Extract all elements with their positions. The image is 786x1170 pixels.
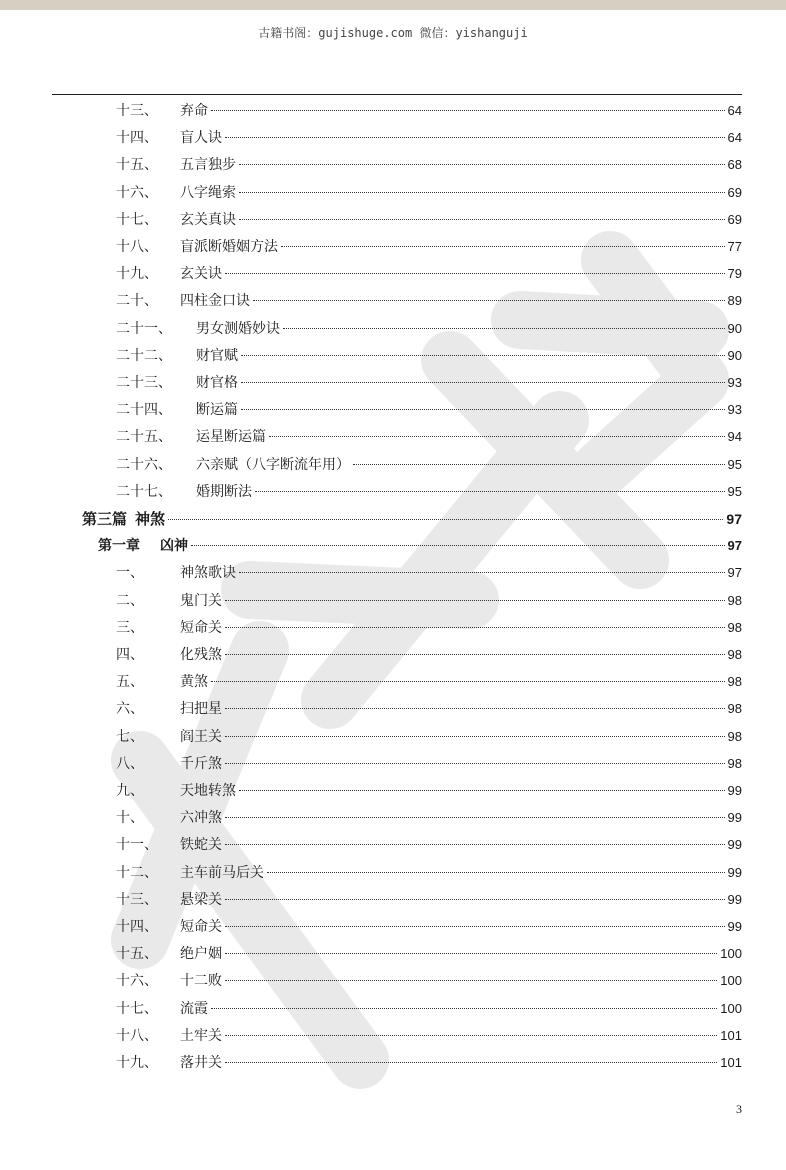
toc-title: 神煞	[135, 510, 166, 528]
toc-title: 千斤煞	[180, 755, 222, 772]
toc-row[interactable]	[116, 98, 742, 124]
toc-title: 铁蛇关	[180, 837, 222, 854]
toc-page-number: 98	[727, 728, 742, 744]
toc-number: 十八、	[116, 239, 158, 255]
toc-number: 二十五、	[116, 429, 172, 446]
toc-title: 短命关	[180, 919, 222, 935]
toc-number: 十五、	[116, 946, 158, 963]
toc-row[interactable]	[116, 370, 742, 396]
toc-row[interactable]	[116, 615, 742, 641]
toc-page-number: 100	[720, 946, 742, 962]
toc-part-row[interactable]	[82, 506, 742, 532]
toc-number: 十七、	[116, 1000, 158, 1017]
toc-leader	[281, 246, 725, 247]
toc-title: 主车前马后关	[180, 864, 264, 881]
toc-leader	[225, 273, 725, 274]
toc-title: 男女测婚妙诀	[196, 320, 280, 337]
toc-leader	[225, 926, 725, 927]
toc-row[interactable]	[116, 234, 742, 260]
toc-page-number: 90	[727, 320, 742, 336]
toc-number: 二十六、	[116, 456, 172, 473]
toc-number: 四、	[116, 647, 144, 663]
toc-number: 九、	[116, 783, 144, 799]
toc-number: 十九、	[116, 1055, 158, 1071]
toc-page-number: 97	[727, 565, 742, 581]
toc-leader	[225, 654, 725, 655]
toc-row[interactable]	[116, 397, 742, 423]
toc-number: 十六、	[116, 184, 158, 201]
toc-leader	[225, 1062, 717, 1063]
toc-number: 十四、	[116, 130, 158, 147]
toc-row[interactable]	[116, 207, 742, 233]
toc-leader	[225, 817, 725, 818]
toc-number: 十五、	[116, 157, 158, 174]
toc-number: 十九、	[116, 266, 158, 283]
toc-row[interactable]	[116, 968, 742, 994]
toc-page-number: 98	[727, 619, 742, 635]
toc-leader	[283, 328, 725, 329]
toc-leader	[225, 763, 725, 764]
top-band	[0, 0, 786, 10]
toc-number: 二十七、	[116, 483, 172, 500]
toc-title: 玄关真诀	[180, 211, 236, 228]
toc-page-number: 64	[727, 103, 742, 118]
toc-row[interactable]	[116, 832, 742, 858]
toc-page-number: 99	[727, 837, 742, 853]
toc-leader	[168, 519, 723, 520]
toc-leader	[211, 1008, 717, 1009]
toc-row[interactable]	[116, 588, 742, 614]
toc-page-number: 93	[727, 375, 742, 390]
toc-number: 十八、	[116, 1027, 158, 1044]
toc-number: 十四、	[116, 919, 158, 935]
toc-chapter-row[interactable]	[98, 533, 742, 559]
toc-number: 二十二、	[116, 347, 172, 364]
toc-leader	[241, 409, 725, 410]
toc-page-number: 98	[727, 674, 742, 690]
toc-leader	[241, 355, 725, 356]
toc-leader	[225, 627, 725, 628]
page-header: 古籍书阁：gujishuge.com 微信：yishanguji	[258, 26, 528, 40]
toc-number: 第三篇	[82, 510, 128, 528]
toc-number: 十七、	[116, 211, 158, 228]
toc-row[interactable]	[116, 424, 742, 450]
toc-leader	[269, 436, 725, 437]
toc-title: 断运篇	[196, 402, 238, 419]
toc-row[interactable]	[116, 1050, 742, 1076]
toc-title: 六冲煞	[180, 810, 222, 827]
toc-title: 婚期断法	[196, 483, 252, 500]
toc-title: 黄煞	[180, 674, 208, 691]
toc-title: 扫把星	[180, 701, 222, 718]
toc-page-number: 79	[727, 266, 742, 282]
toc-page-number: 98	[727, 592, 742, 608]
toc-row[interactable]	[116, 452, 742, 478]
toc-title: 八字绳索	[180, 184, 236, 201]
toc-row[interactable]	[116, 316, 742, 342]
toc-leader	[239, 219, 725, 220]
toc-leader	[225, 899, 725, 900]
toc-leader	[267, 872, 725, 873]
toc-row[interactable]	[116, 696, 742, 722]
toc-leader	[225, 844, 725, 845]
toc-leader	[239, 192, 725, 193]
toc-title: 悬梁关	[180, 891, 222, 908]
toc-title: 化残煞	[180, 647, 222, 663]
toc-leader	[225, 1035, 717, 1036]
toc-row[interactable]	[116, 288, 742, 314]
toc-page-number: 101	[720, 1027, 742, 1043]
toc-row[interactable]	[116, 1023, 742, 1049]
header-rule	[52, 94, 742, 95]
toc-title: 鬼门关	[180, 592, 222, 609]
toc-number: 五、	[116, 674, 144, 691]
toc-row[interactable]	[116, 152, 742, 178]
toc-title: 五言独步	[180, 157, 236, 174]
toc-title: 流霞	[180, 1000, 208, 1017]
toc-title: 六亲赋（八字断流年用）	[196, 456, 350, 473]
toc-leader	[191, 545, 725, 546]
page-number: 3	[736, 1102, 742, 1116]
toc-number: 二、	[116, 592, 144, 609]
toc-page-number: 100	[720, 1000, 742, 1016]
toc-page-number: 99	[727, 891, 742, 907]
toc-title: 天地转煞	[180, 783, 236, 799]
toc-title: 玄关诀	[180, 266, 222, 283]
toc-page-number: 68	[727, 157, 742, 173]
toc-leader	[225, 736, 725, 737]
toc-number: 十一、	[116, 837, 158, 854]
toc-title: 短命关	[180, 619, 222, 636]
toc-row[interactable]	[116, 669, 742, 695]
toc-title: 运星断运篇	[196, 429, 266, 446]
toc-number: 七、	[116, 728, 144, 745]
toc-row[interactable]	[116, 996, 742, 1022]
toc-row[interactable]	[116, 941, 742, 967]
toc-leader	[211, 110, 725, 111]
toc-number: 一、	[116, 565, 144, 582]
toc-row[interactable]	[116, 914, 742, 940]
toc-page-number: 69	[727, 211, 742, 227]
toc-leader	[253, 300, 725, 301]
toc-leader	[225, 137, 725, 138]
toc-leader	[239, 164, 725, 165]
toc-leader	[239, 790, 725, 791]
toc-title: 财官赋	[196, 347, 238, 364]
toc-page-number: 100	[720, 973, 742, 989]
toc-row[interactable]	[116, 261, 742, 287]
toc-leader	[353, 464, 725, 465]
toc-number: 十六、	[116, 973, 158, 990]
toc-page-number: 99	[727, 864, 742, 880]
toc-leader	[241, 382, 725, 383]
toc-title: 绝户姻	[180, 946, 222, 963]
toc-number: 三、	[116, 619, 144, 636]
toc-page-number: 101	[720, 1055, 742, 1070]
toc-number: 十三、	[116, 103, 158, 119]
toc-number: 八、	[116, 755, 144, 772]
toc-page-number: 69	[727, 184, 742, 200]
toc-leader	[225, 953, 717, 954]
toc-page-number: 97	[727, 538, 742, 554]
toc-leader	[239, 572, 725, 573]
toc-number: 二十一、	[116, 320, 172, 337]
toc-row[interactable]	[116, 642, 742, 668]
toc-title: 盲派断婚姻方法	[180, 239, 278, 255]
toc-page-number: 94	[727, 429, 742, 445]
toc-page-number: 99	[727, 919, 742, 934]
toc-row[interactable]	[116, 125, 742, 151]
toc-page-number: 77	[727, 239, 742, 254]
toc-page-number: 95	[727, 456, 742, 472]
toc-page-number: 99	[727, 783, 742, 798]
toc-row[interactable]	[116, 479, 742, 505]
toc-page-number: 97	[726, 511, 742, 527]
toc-leader	[225, 708, 725, 709]
toc-leader	[211, 681, 725, 682]
toc-number: 六、	[116, 701, 144, 718]
toc-number: 十三、	[116, 891, 158, 908]
toc-title: 落井关	[180, 1055, 222, 1071]
toc-page-number: 93	[727, 402, 742, 418]
toc-page-number: 98	[727, 701, 742, 717]
toc-title: 土牢关	[180, 1027, 222, 1044]
toc-title: 四柱金口诀	[180, 293, 250, 310]
toc-page-number: 64	[727, 130, 742, 146]
toc-row[interactable]	[116, 887, 742, 913]
toc-leader	[255, 491, 725, 492]
toc-row[interactable]	[116, 343, 742, 369]
toc-row[interactable]	[116, 751, 742, 777]
toc-row[interactable]	[116, 860, 742, 886]
toc-row[interactable]	[116, 805, 742, 831]
toc-row[interactable]	[116, 180, 742, 206]
toc-page-number: 99	[727, 810, 742, 826]
toc-leader	[225, 980, 717, 981]
toc-title: 十二败	[180, 973, 222, 990]
toc-leader	[225, 600, 725, 601]
toc-page-number: 95	[727, 483, 742, 499]
toc-title: 财官格	[196, 375, 238, 391]
toc-title: 神煞歌诀	[180, 565, 236, 582]
toc-number: 十二、	[116, 864, 158, 881]
toc-row[interactable]	[116, 724, 742, 750]
toc-page-number: 98	[727, 647, 742, 662]
toc-row[interactable]	[116, 560, 742, 586]
toc-title: 阎王关	[180, 728, 222, 745]
toc-title: 凶神	[160, 538, 188, 555]
toc-page-number: 89	[727, 293, 742, 309]
toc-number: 十、	[116, 810, 144, 827]
toc-number: 二十、	[116, 293, 158, 310]
toc-page-number: 90	[727, 347, 742, 363]
toc-title: 盲人诀	[180, 130, 222, 147]
toc-number: 第一章	[98, 538, 140, 555]
toc-number: 二十三、	[116, 375, 172, 391]
toc-title: 弃命	[180, 103, 208, 119]
toc-page-number: 98	[727, 755, 742, 771]
toc-row[interactable]	[116, 778, 742, 804]
toc-number: 二十四、	[116, 402, 172, 419]
